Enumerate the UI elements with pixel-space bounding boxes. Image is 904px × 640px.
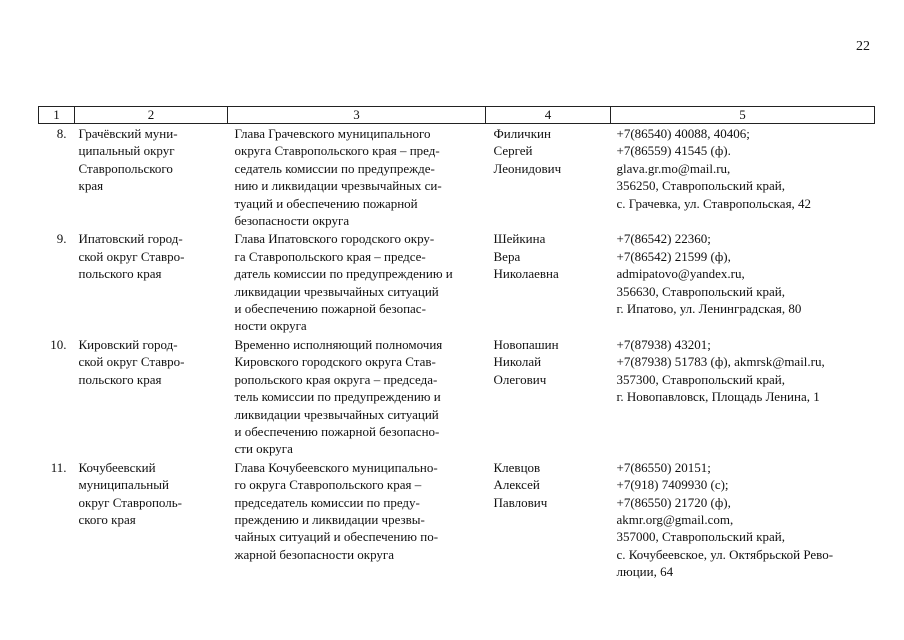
person-cell: Шейкина Вера Николаевна <box>493 231 559 282</box>
contacts-cell: +7(86542) 22360; +7(86542) 21599 (ф), admipatovo@yandex.ru, 356630, Ставропольский край, г. Ипатово, ул. Ленинградская, 80 <box>616 231 802 317</box>
contacts-cell: +7(86540) 40088, 40406; +7(86559) 41545 (ф). glava.gr.mo@mail.ru, 356250, Ставропольский край, с. Грачевка, ул. Ставропольская, 42 <box>616 126 812 211</box>
person-cell: Клевцов Алексей Павлович <box>493 459 548 510</box>
position-cell: Глава Грачевского муниципального округа Ставропольского края – пред- седатель комиссии по предупрежде- нию и ликвидации чрезвычайных си- туаций и обеспечению пожарной безопасности округа <box>234 126 442 229</box>
column-header-5: 5 <box>611 107 875 124</box>
column-header-1: 1 <box>39 107 75 124</box>
row-number: 8. <box>56 126 67 141</box>
district-cell: Грачёвский муни- ципальный округ Ставропольского края <box>78 126 178 194</box>
district-cell: Кочубеевский муниципальный округ Ставрополь- ского края <box>78 459 183 527</box>
table-row <box>39 459 875 582</box>
table-row <box>39 336 875 459</box>
contacts-table <box>38 106 875 582</box>
district-cell: Кировский город- ской округ Ставро- польского края <box>78 336 185 387</box>
page-number: 22 <box>856 39 870 54</box>
person-cell: Новопашин Николай Олегович <box>493 336 559 387</box>
table-header-row <box>39 107 875 124</box>
row-number: 11. <box>50 459 67 475</box>
table-row <box>39 124 875 231</box>
contacts-cell: +7(87938) 43201; +7(87938) 51783 (ф), akmrsk@mail.ru, 357300, Ставропольский край, г. Новопавловск, Площадь Ленина, 1 <box>616 336 825 405</box>
row-number: 9. <box>56 231 67 247</box>
position-cell: Глава Ипатовского городского окру- га Ставропольского края – предсе- датель комиссии по предупреждению и ликвидации чрезвычайных ситуаций и обеспечению пожарной безопас- ности округа <box>234 231 453 334</box>
column-header-4: 4 <box>486 107 611 124</box>
column-header-2: 2 <box>75 107 228 124</box>
position-cell: Глава Кочубеевского муниципально- го округа Ставропольского края – председатель комиссии по преду- преждению и ликвидации чрезвы- чайных ситуаций и обеспечению по- жарной безопасности округа <box>234 459 439 562</box>
person-cell: Филичкин Сергей Леонидович <box>493 126 562 176</box>
table-row <box>39 230 875 335</box>
column-header-3: 3 <box>228 107 486 124</box>
contacts-cell: +7(86550) 20151; +7(918) 7409930 (с); +7(86550) 21720 (ф), akmr.org@gmail.com, 357000, Ставропольский край, с. Кочубеевское, ул. Октябрьской Рево- люции, 64 <box>616 459 834 580</box>
position-cell: Временно исполняющий полномочия Кировского городского округа Став- ропольского края округа – председа- тель комиссии по предупреждению и ликвидации чрезвычайных ситуаций и обеспечению пожарной безопасно- сти округа <box>234 336 443 457</box>
row-number: 10. <box>50 336 67 352</box>
district-cell: Ипатовский город- ской округ Ставро- польского края <box>78 231 185 282</box>
